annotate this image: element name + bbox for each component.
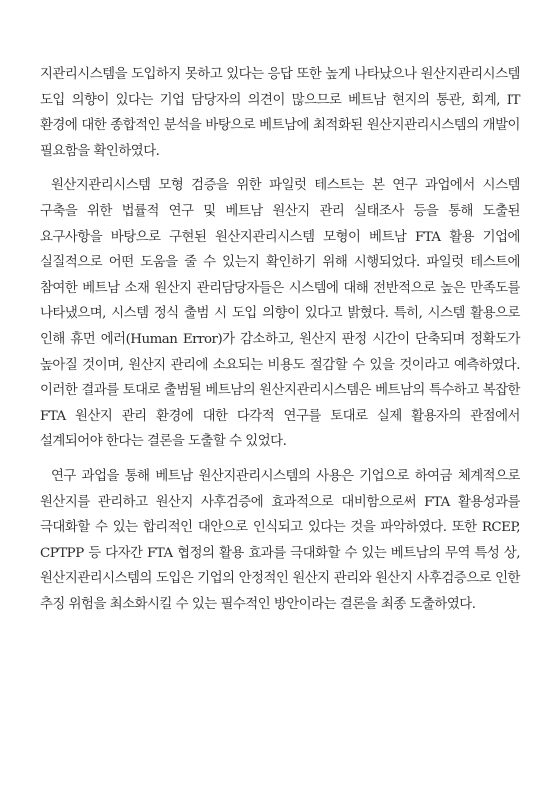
- paragraph-2: 원산지관리시스템 모형 검증을 위한 파일럿 테스트는 본 연구 과업에서 시스템 구축을 위한 법률적 연구 및 베트남 원산지 관리 실태조사 등을 통해 도출된 요구사항을 바탕으로 구현된 원산지관리시스템 모형이 베트남 FTA 활용 기업에 실질적으로 어떤 도움을 줄 수 있는지 확인하기 위해 시행되었다. 파일럿 테스트에 참여한 베트남 소재 원산지 관리담당자들은 시스템에 대해 전반적으로 높은 만족도를 나타냈으며, 시스템 정식 출범 시 도입 의향이 있다고 밝혔다. 특히, 시스템 활용으로 인해 휴먼 에러(Human Error)가 감소하고, 원산지 판정 시간이 단축되며 정확도가 높아질 것이며, 원산지 관리에 소요되는 비용도 절감할 수 있을 것이라고 예측하였다. 이러한 결과를 토대로 출범될 베트남의 원산지관리시스템은 베트남의 특수하고 복잡한 FTA 원산지 관리 환경에 대한 다각적 연구를 토대로 실제 활용자의 관점에서 설계되어야 한다는 결론을 도출할 수 있었다.: [40, 178, 520, 450]
- paragraph-3: 연구 과업을 통해 베트남 원산지관리시스템의 사용은 기업으로 하여금 체계적으로 원산지를 관리하고 원산지 사후검증에 효과적으로 대비함으로써 FTA 활용성과를 극대화할 수 있는 합리적인 대안으로 인식되고 있다는 것을 파악하였다. 또한 RCEP, CPTPP 등 다자간 FTA 협정의 활용 효과를 극대화할 수 있는 베트남의 무역 특성 상, 원산지관리시스템의 도입은 기업의 안정적인 원산지 관리와 원산지 사후검증으로 인한 추징 위험을 최소화시킬 수 있는 필수적인 방안이라는 결론을 최종 도출하였다.: [40, 468, 520, 612]
- document-page: [40, 62, 520, 617]
- paragraph-1: 지관리시스템을 도입하지 못하고 있다는 응답 또한 높게 나타났으나 원산지관리시스템 도입 의향이 있다는 기업 담당자의 의견이 많으므로 베트남 현지의 통관, 회계, IT 환경에 대한 종합적인 분석을 바탕으로 베트남에 최적화된 원산지관리시스템의 개발이 필요함을 확인하였다.: [40, 67, 520, 159]
